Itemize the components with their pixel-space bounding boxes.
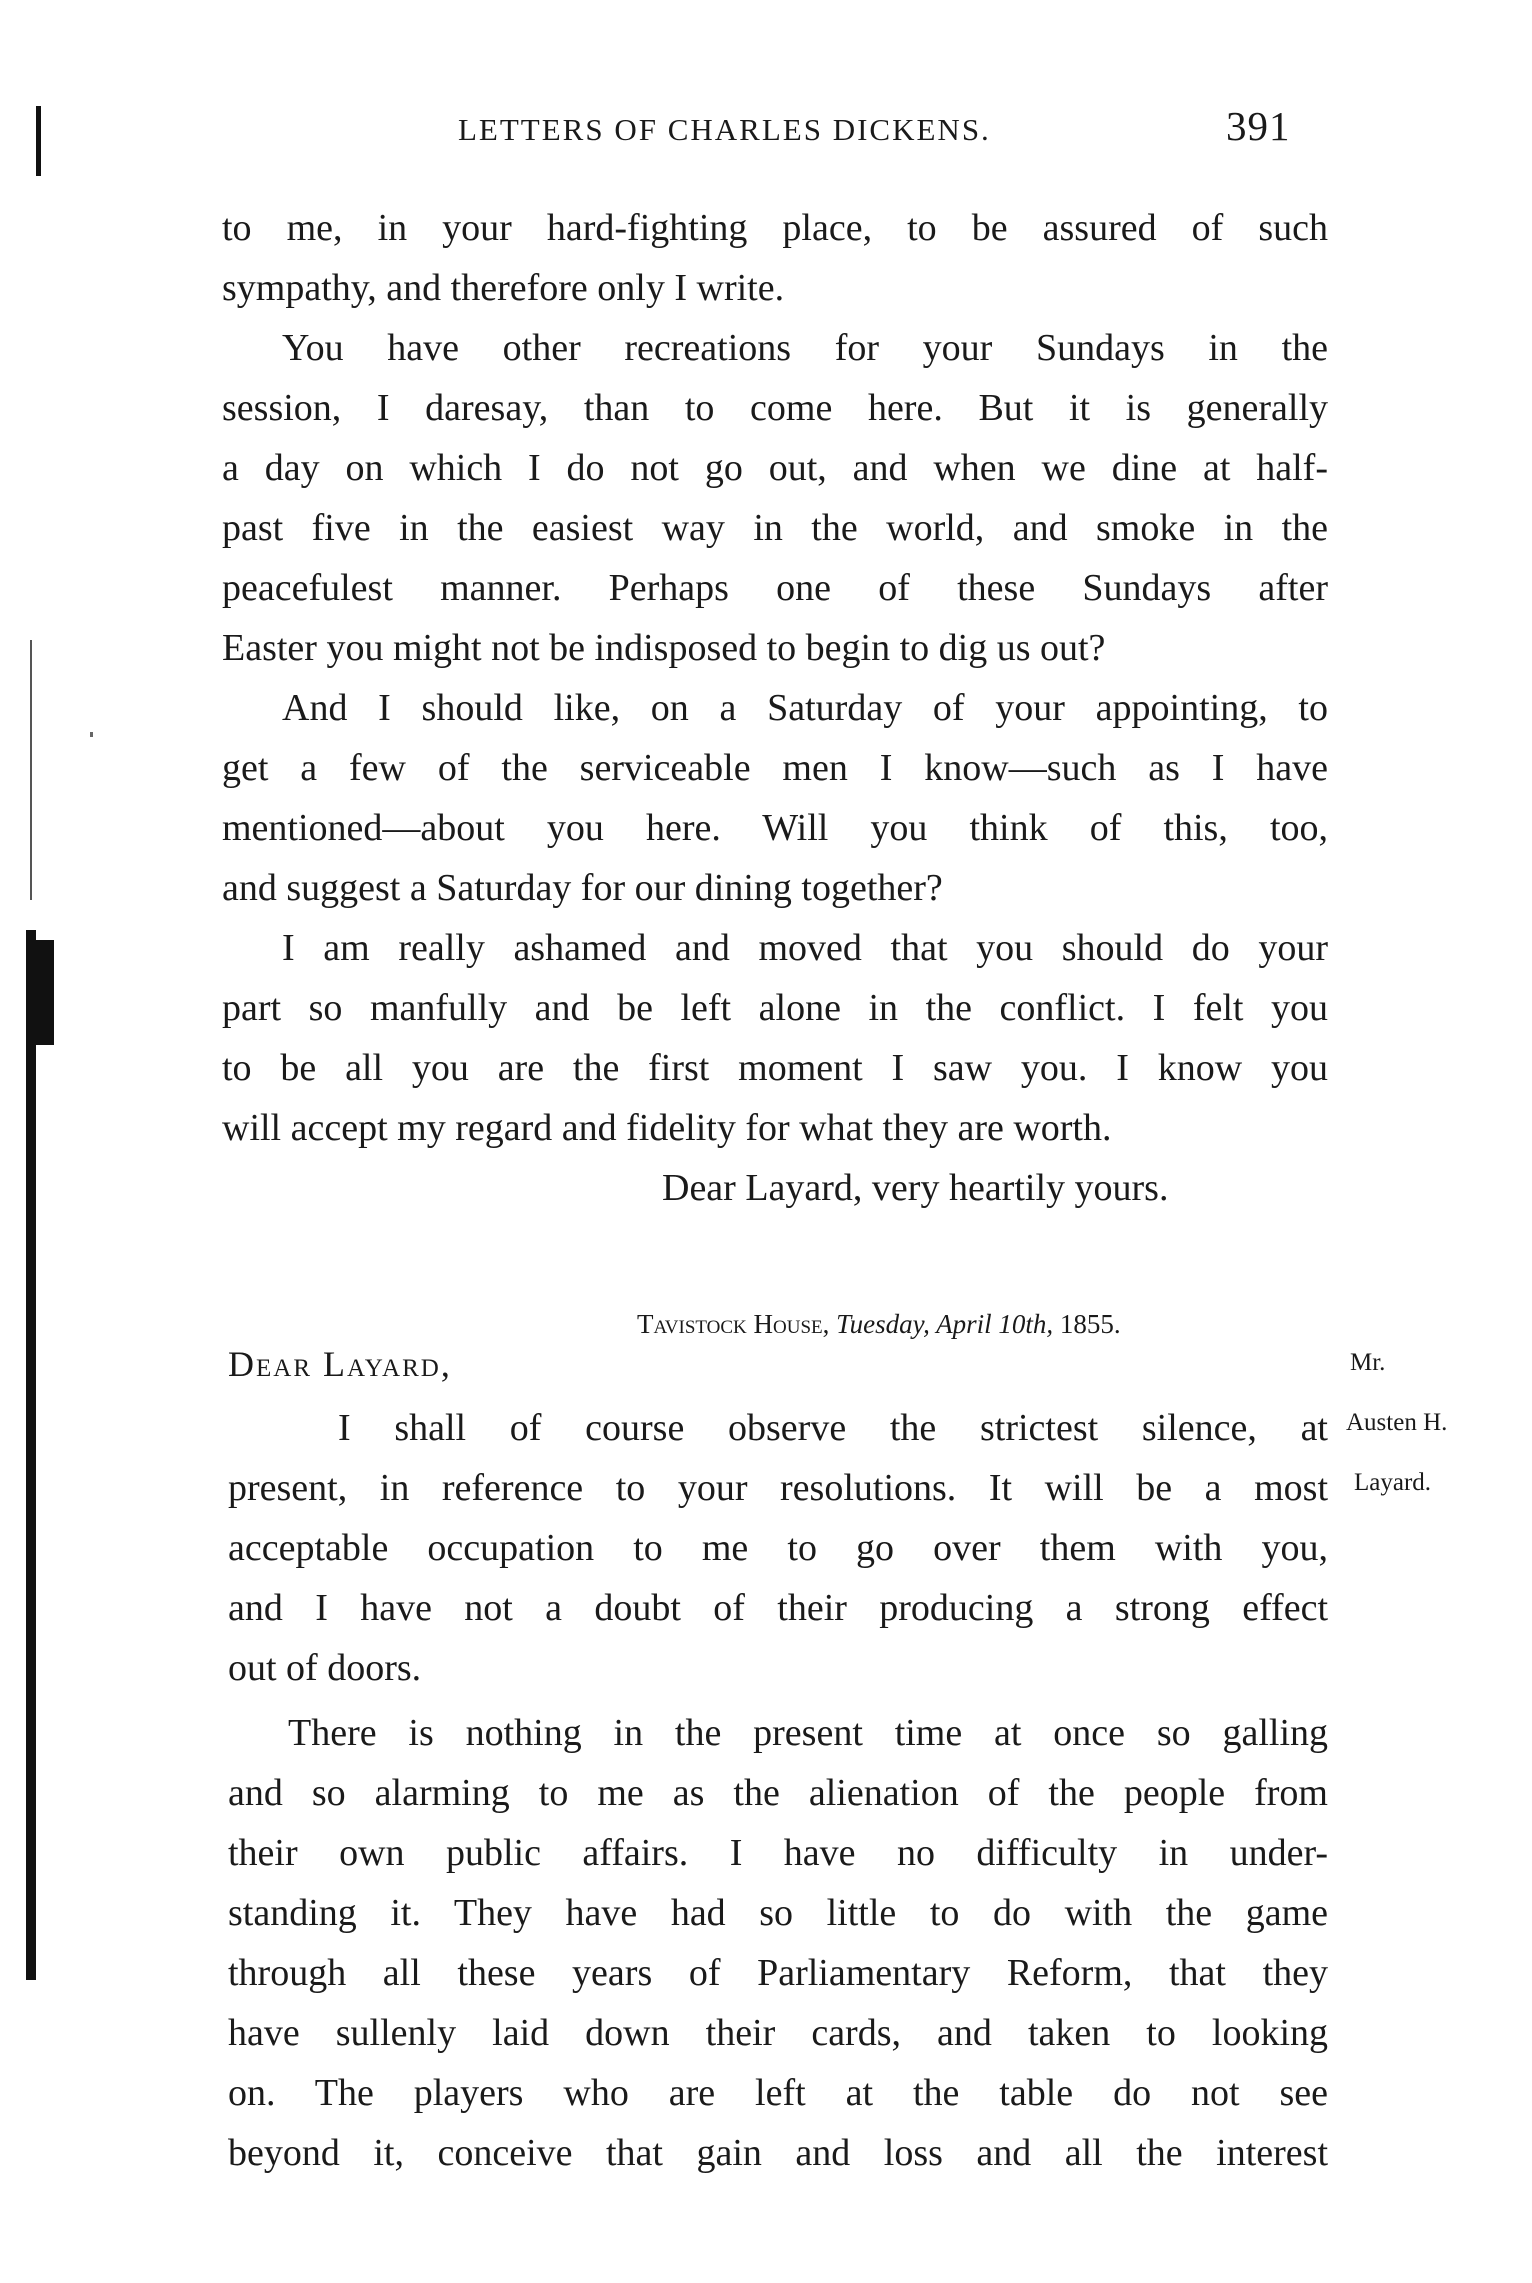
running-title: LETTERS OF CHARLES DICKENS. (458, 112, 991, 147)
margin-note-line: Austen H. (1346, 1409, 1448, 1436)
text-line: session, I daresay, than to come here. But it is generally (222, 387, 1328, 429)
text-line: a day on which I do not go out, and when we dine at half- (222, 447, 1328, 489)
text-line: peacefulest manner. Perhaps one of these Sundays after (222, 567, 1328, 609)
text-line: Easter you might not be indisposed to begin to dig us out? (222, 627, 1106, 669)
letter-address: Tavistock House, (637, 1309, 830, 1339)
text-line: past five in the easiest way in the world, and smoke in the (222, 507, 1328, 549)
letter-date: Tuesday, April 10th, (836, 1309, 1054, 1339)
binding-edge-mark (30, 640, 32, 900)
text-line: on. The players who are left at the table do not see (228, 2072, 1328, 2114)
text-line: standing it. They have had so little to do with the game (228, 1892, 1328, 1934)
text-line: and so alarming to me as the alienation of the people from (228, 1772, 1328, 1814)
letter-signoff: Dear Layard, very heartily yours. (662, 1167, 1169, 1209)
text-line: their own public affairs. I have no difficulty in under- (228, 1832, 1328, 1874)
text-line: There is nothing in the present time at once so galling (288, 1712, 1328, 1754)
recipient-margin-note (1346, 1318, 1448, 1528)
text-line: out of doors. (228, 1647, 422, 1689)
text-line: get a few of the serviceable men I know—such as I have (222, 747, 1328, 789)
text-line: acceptable occupation to me to go over them with you, (228, 1527, 1328, 1569)
text-line: will accept my regard and fidelity for what they are worth. (222, 1107, 1112, 1149)
text-line: have sullenly laid down their cards, and taken to looking (228, 2012, 1328, 2054)
text-line: I shall of course observe the strictest silence, at (338, 1407, 1328, 1449)
margin-note-line: Layard. (1354, 1469, 1432, 1496)
text-line: beyond it, conceive that gain and loss and all the interest (228, 2132, 1328, 2174)
text-line: sympathy, and therefore only I write. (222, 267, 785, 309)
text-line: present, in reference to your resolutions. It will be a most (228, 1467, 1328, 1509)
text-line: to me, in your hard-fighting place, to be assured of such (222, 207, 1328, 249)
text-line: and suggest a Saturday for our dining together? (222, 867, 943, 909)
text-line: And I should like, on a Saturday of your appointing, to (282, 687, 1328, 729)
text-line: I am really ashamed and moved that you should do your (282, 927, 1328, 969)
text-line: through all these years of Parliamentary Reform, that they (228, 1952, 1328, 1994)
text-line: to be all you are the first moment I saw you. I know you (222, 1047, 1328, 1089)
margin-note-line: Mr. (1350, 1349, 1386, 1376)
letter-salutation: Dear Layard, (228, 1344, 452, 1384)
scan-speck (90, 732, 93, 737)
text-line: and I have not a doubt of their producing a strong effect (228, 1587, 1328, 1629)
letter-year: 1855. (1059, 1309, 1121, 1339)
binding-edge-mark (26, 940, 54, 1045)
page-number: 391 (1226, 103, 1291, 149)
binding-edge-mark (26, 930, 36, 1980)
binding-edge-mark (36, 106, 41, 176)
text-line: mentioned—about you here. Will you think of this, too, (222, 807, 1328, 849)
text-line: part so manfully and be left alone in the conflict. I felt you (222, 987, 1328, 1029)
text-line: You have other recreations for your Sundays in the (282, 327, 1328, 369)
letter-2-dateline (637, 1309, 1121, 1340)
